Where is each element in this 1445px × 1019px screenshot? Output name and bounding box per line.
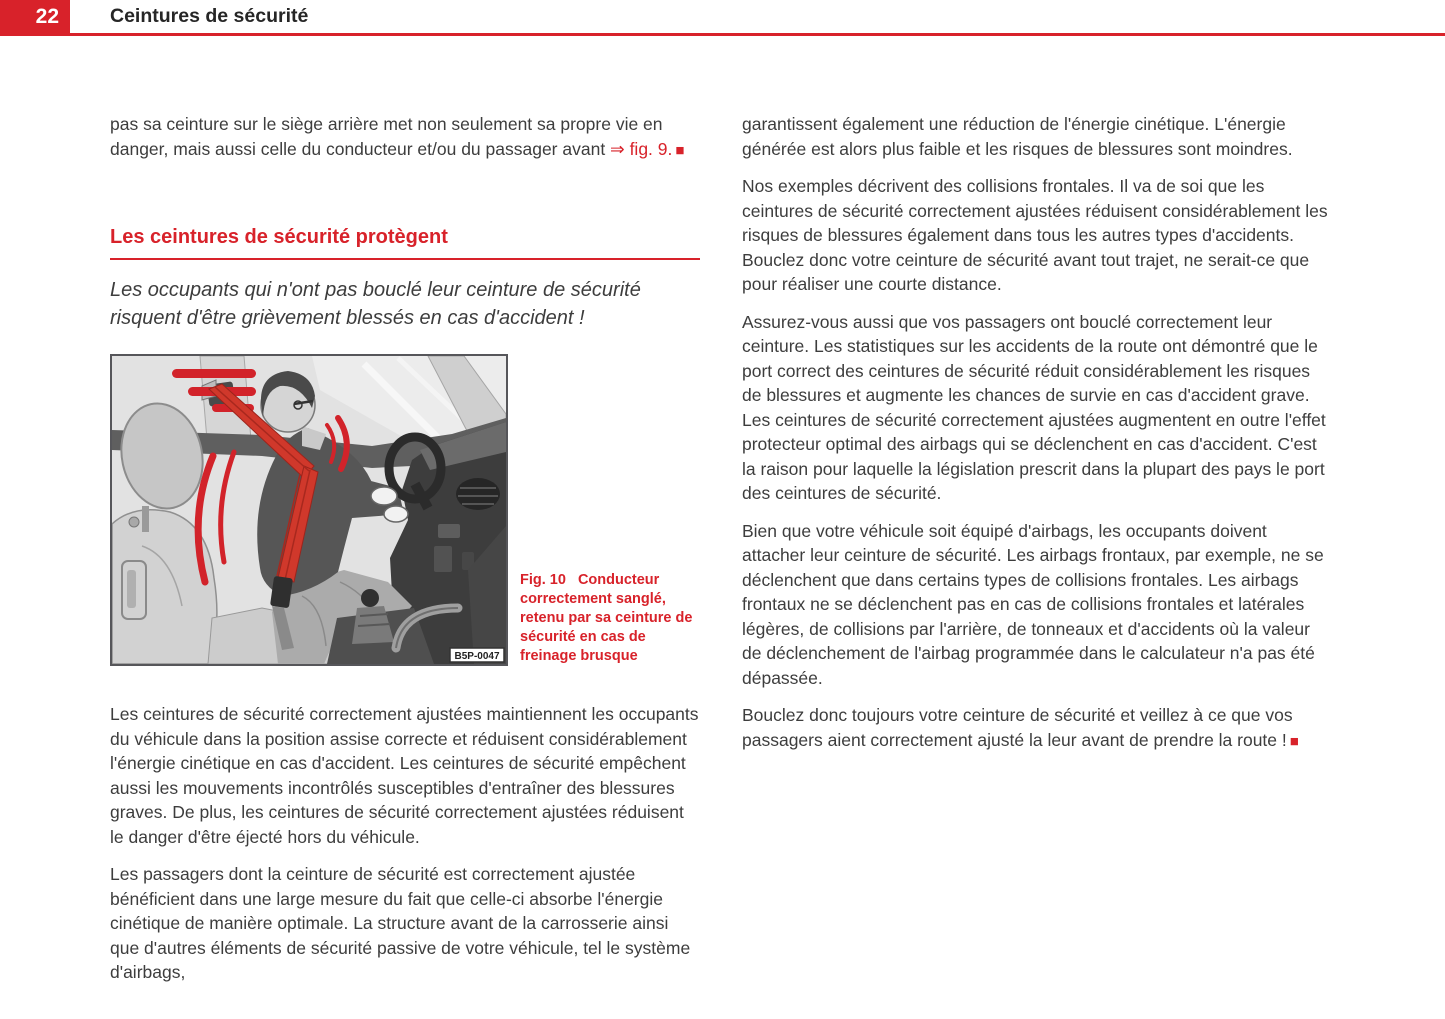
closing-paragraph: [742, 703, 1334, 754]
figure-caption: [520, 571, 700, 666]
driver-seatbelt-illustration: [112, 356, 506, 664]
right-column: [742, 112, 1334, 767]
left-column: [110, 112, 700, 998]
body-paragraph: Les ceintures de sécurité correctement ajustées maintiennent les occupants du véhicule dans la position assise correcte et réduisent considérablement l'énergie cinétique en cas d'accident. Les ceintures de sécurité empêchent aussi les mouvements incontrôlés susceptibles d'entraîner des blessures graves. De plus, les ceintures de sécurité correctement ajustées réduisent le danger d'être éjecté hors du véhicule.: [110, 704, 699, 847]
section-heading: Les ceintures de sécurité protègent: [110, 226, 700, 260]
body-paragraph: Assurez-vous aussi que vos passagers ont bouclé correctement leur ceinture. Les statistiques sur les accidents de la route ont démontré que le port correct des ceintures de sécurité réduit considérablement les risques de blessures et augmente les chances de survie en cas d'accident grave. Les ceintures de sécurité correctement ajustées augmentent en outre l'effet protecteur optimal des airbags qui se déclenchent en cas d'accident. C'est la raison pour laquelle la législation prescrit dans la plupart des pays le port des ceintures de sécurité.: [742, 311, 1326, 503]
section-end-marker-icon: ■: [1289, 732, 1299, 750]
body-paragraph: garantissent également une réduction de l'énergie cinétique. L'énergie générée est alors plus faible et les risques de blessures sont moindres.: [742, 114, 1293, 159]
page-number: 22: [35, 5, 59, 28]
closing-paragraph-text: Bouclez donc toujours votre ceinture de sécurité et veillez à ce que vos passagers aient correctement ajusté la leur avant de prendre la route !: [742, 705, 1293, 750]
figure-10-image: [110, 354, 508, 666]
figure-code-label: B5P-0047: [454, 651, 500, 662]
figure-caption-label: Fig. 10: [520, 572, 566, 588]
header-rule: [0, 33, 1445, 36]
figure-caption-text: Conducteur correctement sanglé, retenu par sa ceinture de sécurité en cas de freinage brusque: [520, 572, 693, 664]
intro-paragraph-text: pas sa ceinture sur le siège arrière met non seulement sa propre vie en danger, mais aussi celle du conducteur et/ou du passager avant: [110, 114, 663, 159]
figure-code-badge: [450, 648, 504, 662]
body-paragraph: Les passagers dont la ceinture de sécurité est correctement ajustée bénéficient dans une large mesure du fait que celle-ci absorbe l'énergie cinétique de manière optimale. La structure avant de la carrosserie ainsi que d'autres éléments de sécurité passive de votre véhicule, tel le système d'airbags,: [110, 864, 691, 982]
page-title: Ceintures de sécurité: [110, 5, 309, 27]
section-end-marker-icon: ■: [675, 141, 685, 159]
figure-block: [110, 354, 700, 666]
body-paragraph: Bien que votre véhicule soit équipé d'airbags, les occupants doivent attacher leur ceinture de sécurité. Les airbags frontaux, par exemple, ne se déclenchent que dans certains types de collisions frontales. Les airbags frontaux ne se déclenchent pas en cas de collisions frontales et latérales légères, de collisions par l'arrière, de tonneaux et d'accidents où la valeur de déclenchement de l'airbag programmée dans le calculateur n'a pas été dépassée.: [742, 520, 1324, 688]
figure-9-reference[interactable]: ⇒ fig. 9.: [610, 138, 673, 159]
body-paragraph: Nos exemples décrivent des collisions frontales. Il va de soi que les ceintures de sécurité correctement ajustées réduisent considérablement les risques de blessures également dans tous les autres types d'accidents. Bouclez donc votre ceinture de sécurité avant tout trajet, ne serait-ce que pour réaliser une courte distance.: [742, 176, 1328, 294]
page-number-tab: [0, 0, 70, 36]
intro-paragraph: [110, 112, 700, 163]
section-lede: Les occupants qui n'ont pas bouclé leur ceinture de sécurité risquent d'être grièvement blessés en cas d'accident !: [110, 279, 641, 329]
